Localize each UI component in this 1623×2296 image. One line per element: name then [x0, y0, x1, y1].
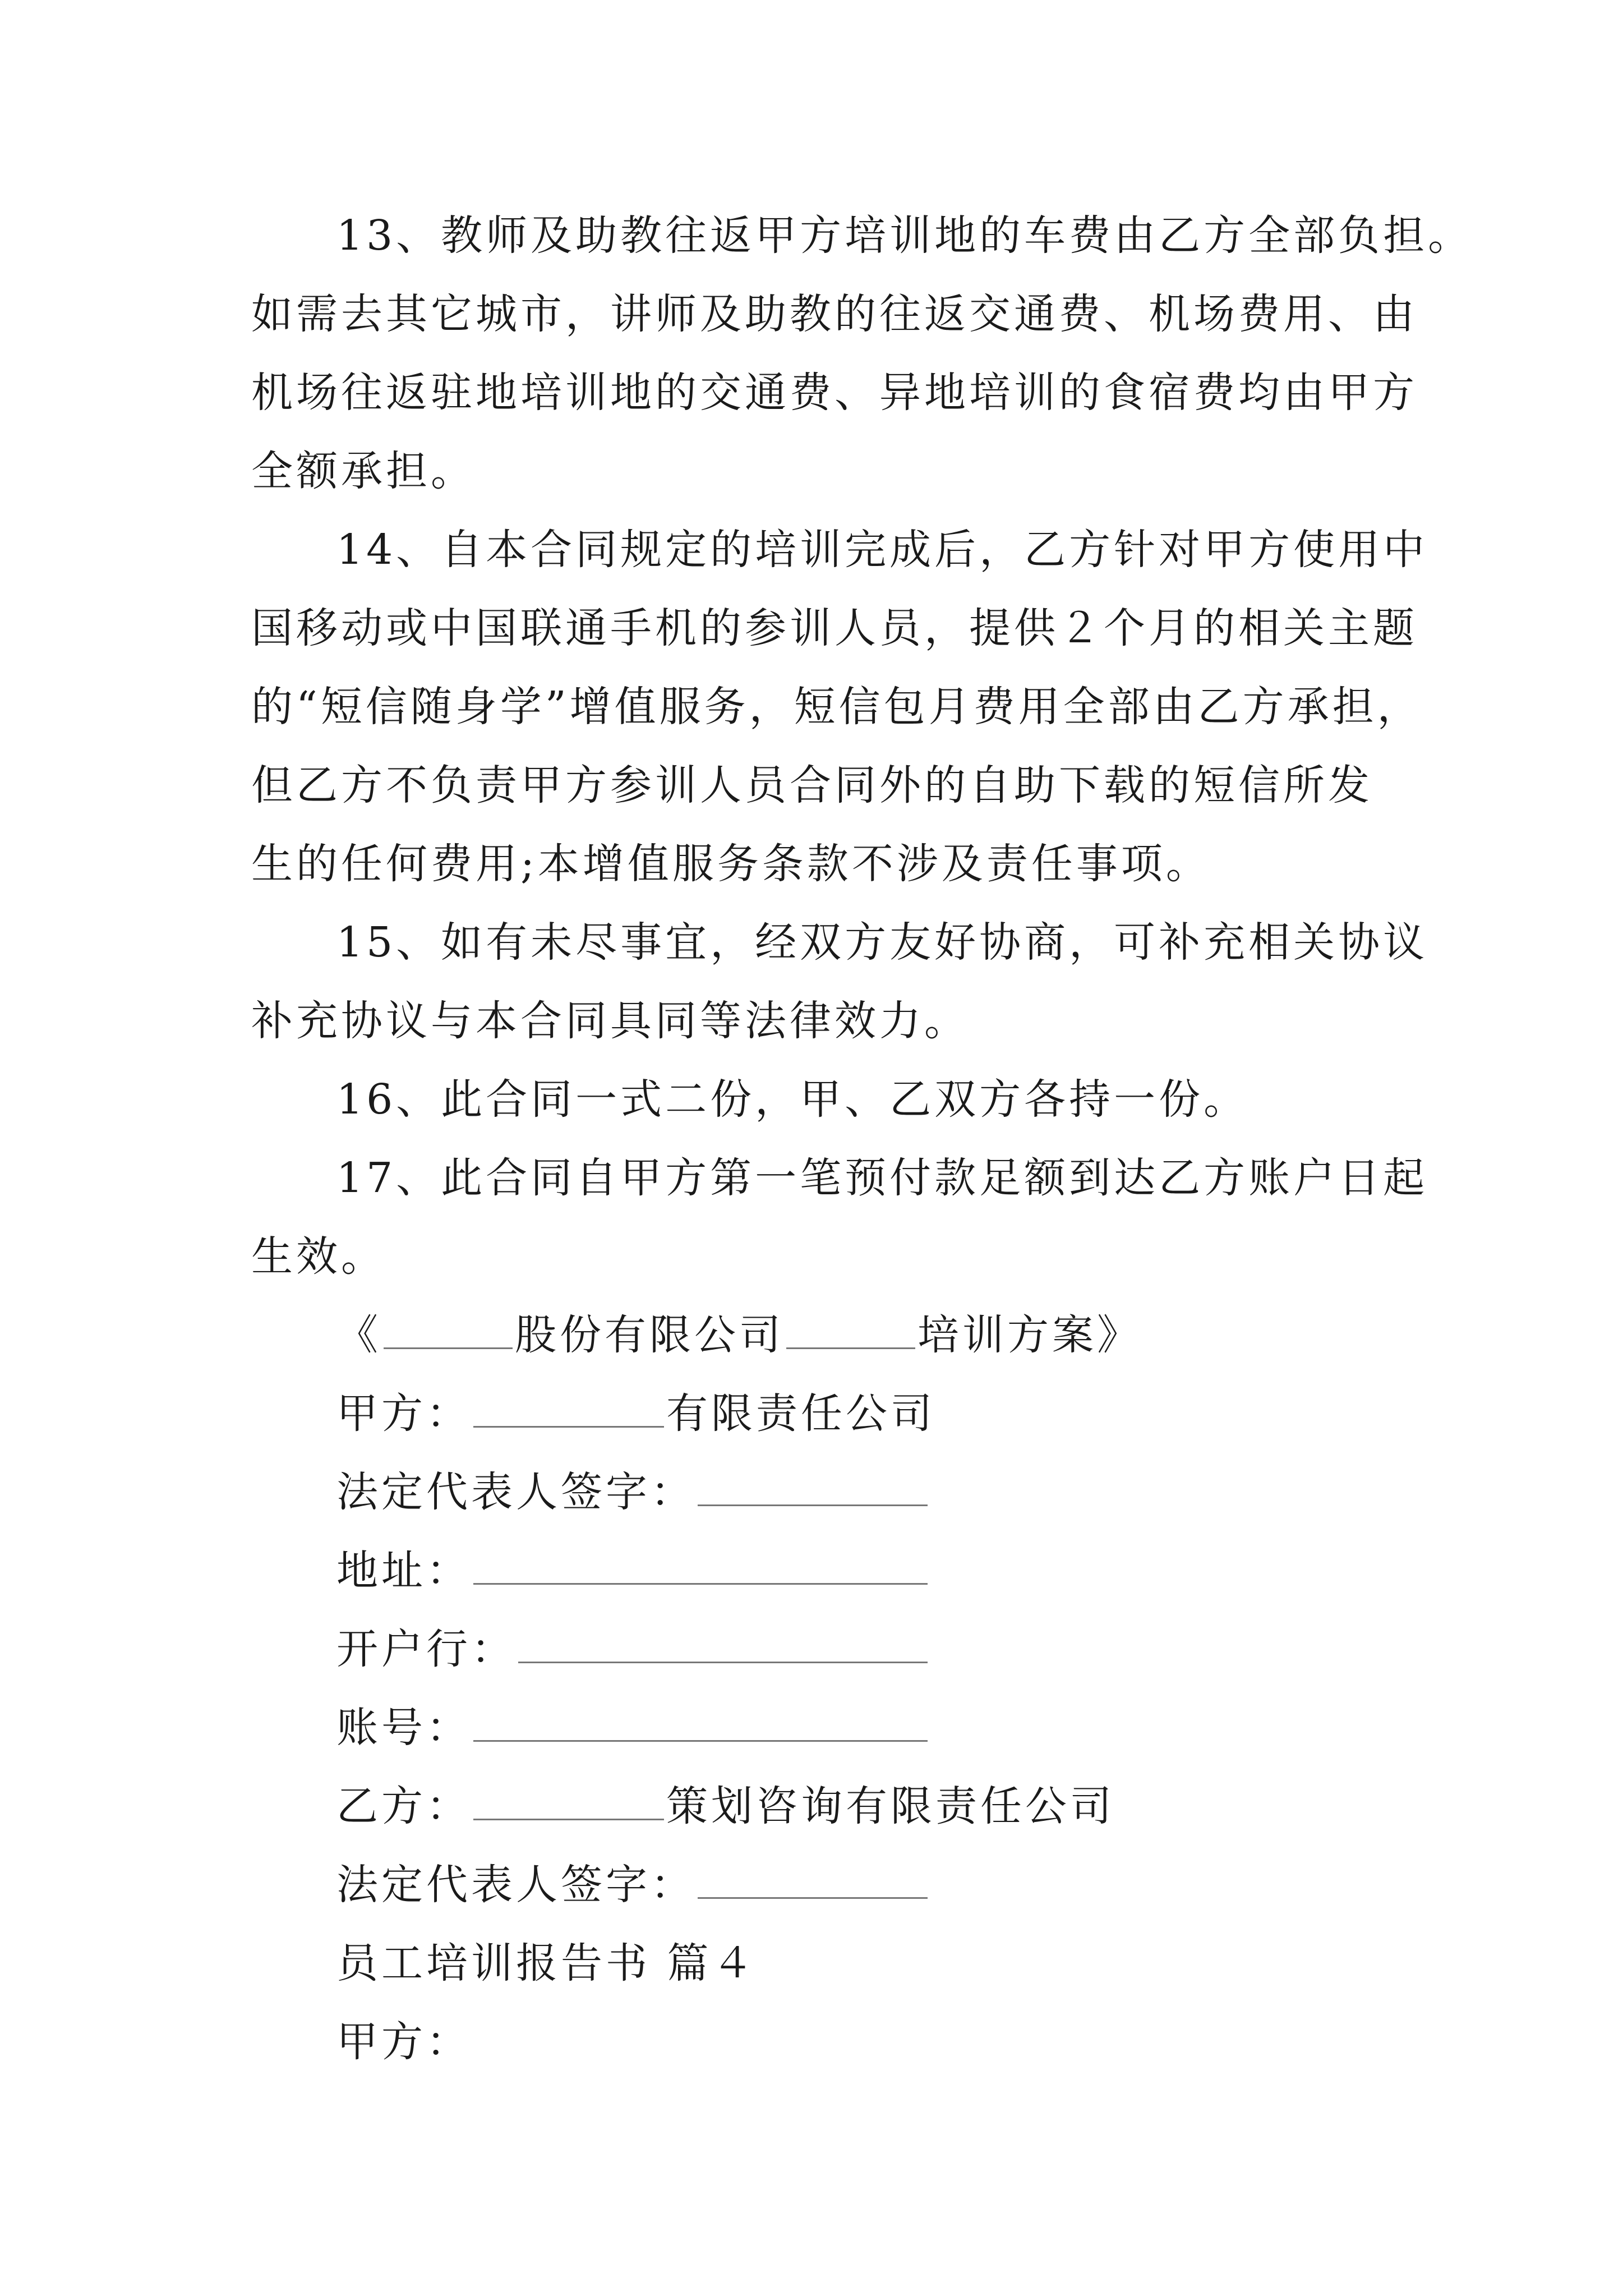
training-name-blank — [786, 1342, 915, 1349]
party-b-label: 乙方： — [336, 1782, 471, 1830]
legal-rep-a-signature-blank — [698, 1499, 928, 1506]
plan-title-open: 《 — [336, 1311, 381, 1359]
account-blank — [473, 1734, 928, 1742]
party-a-name-blank — [473, 1420, 664, 1428]
party-a-line — [336, 1383, 935, 1444]
clause-15-line-2: 补充协议与本合同具同等法律效力。 — [251, 997, 969, 1045]
party-a-suffix: 有限责任公司 — [666, 1389, 935, 1438]
clause-17-line-1: 17、此合同自甲方第一笔预付款足额到达乙方账户日起 — [336, 1154, 1428, 1202]
plan-title-end: 培训方案》 — [917, 1311, 1142, 1359]
clause-15-line-1: 15、如有未尽事宜，经双方友好协商，可补充相关协议 — [336, 918, 1428, 967]
party-b-suffix: 策划咨询有限责任公司 — [666, 1782, 1115, 1830]
account-line — [336, 1697, 930, 1759]
plan-title-mid: 股份有限公司 — [515, 1311, 784, 1359]
clause-13-line-1: 13、教师及助教往返甲方培训地的车费由乙方全部负担。 — [336, 211, 1473, 260]
clause-13-line-2: 如需去其它城市，讲师及助教的往返交通费、机场费用、由 — [251, 290, 1418, 338]
clause-14-line-4: 但乙方不负责甲方参训人员合同外的自助下载的短信所发 — [251, 761, 1373, 809]
section-title: 员工培训报告书 篇４ — [336, 1939, 757, 1987]
bank-label: 开户行： — [336, 1625, 516, 1673]
legal-rep-label-a: 法定代表人签字： — [336, 1468, 695, 1516]
clause-17-line-2: 生效。 — [251, 1232, 386, 1281]
party-a-label-next: 甲方： — [336, 2018, 471, 2066]
clause-13-line-4: 全额承担。 — [251, 447, 476, 495]
clause-13-line-3: 机场往返驻地培训地的交通费、异地培训的食宿费均由甲方 — [251, 369, 1418, 417]
party-b-line — [336, 1775, 1115, 1837]
clause-14-line-2: 国移动或中国联通手机的参训人员，提供２个月的相关主题 — [251, 604, 1418, 652]
clause-16-line-1: 16、此合同一式二份，甲、乙双方各持一份。 — [336, 1075, 1249, 1124]
party-b-legal-rep-line — [336, 1854, 930, 1916]
clause-14-line-3: 的“短信随身学”增值服务，短信包月费用全部由乙方承担， — [251, 683, 1422, 731]
party-b-name-blank — [473, 1813, 664, 1820]
address-blank — [473, 1577, 928, 1585]
party-a-label: 甲方： — [336, 1389, 471, 1438]
account-label: 账号： — [336, 1704, 471, 1752]
legal-rep-label-b: 法定代表人签字： — [336, 1861, 695, 1909]
address-label: 地址： — [336, 1547, 471, 1595]
bank-blank — [518, 1656, 928, 1663]
legal-rep-b-signature-blank — [698, 1892, 928, 1899]
clause-14-line-5: 生的任何费用;本增值服务条款不涉及责任事项。 — [251, 840, 1211, 888]
plan-title — [336, 1304, 1142, 1366]
company-name-blank — [384, 1342, 513, 1349]
party-a-legal-rep-line — [336, 1461, 930, 1523]
clause-14-line-1: 14、自本合同规定的培训完成后，乙方针对甲方使用中 — [336, 526, 1428, 574]
address-line — [336, 1540, 930, 1602]
bank-line — [336, 1618, 930, 1680]
